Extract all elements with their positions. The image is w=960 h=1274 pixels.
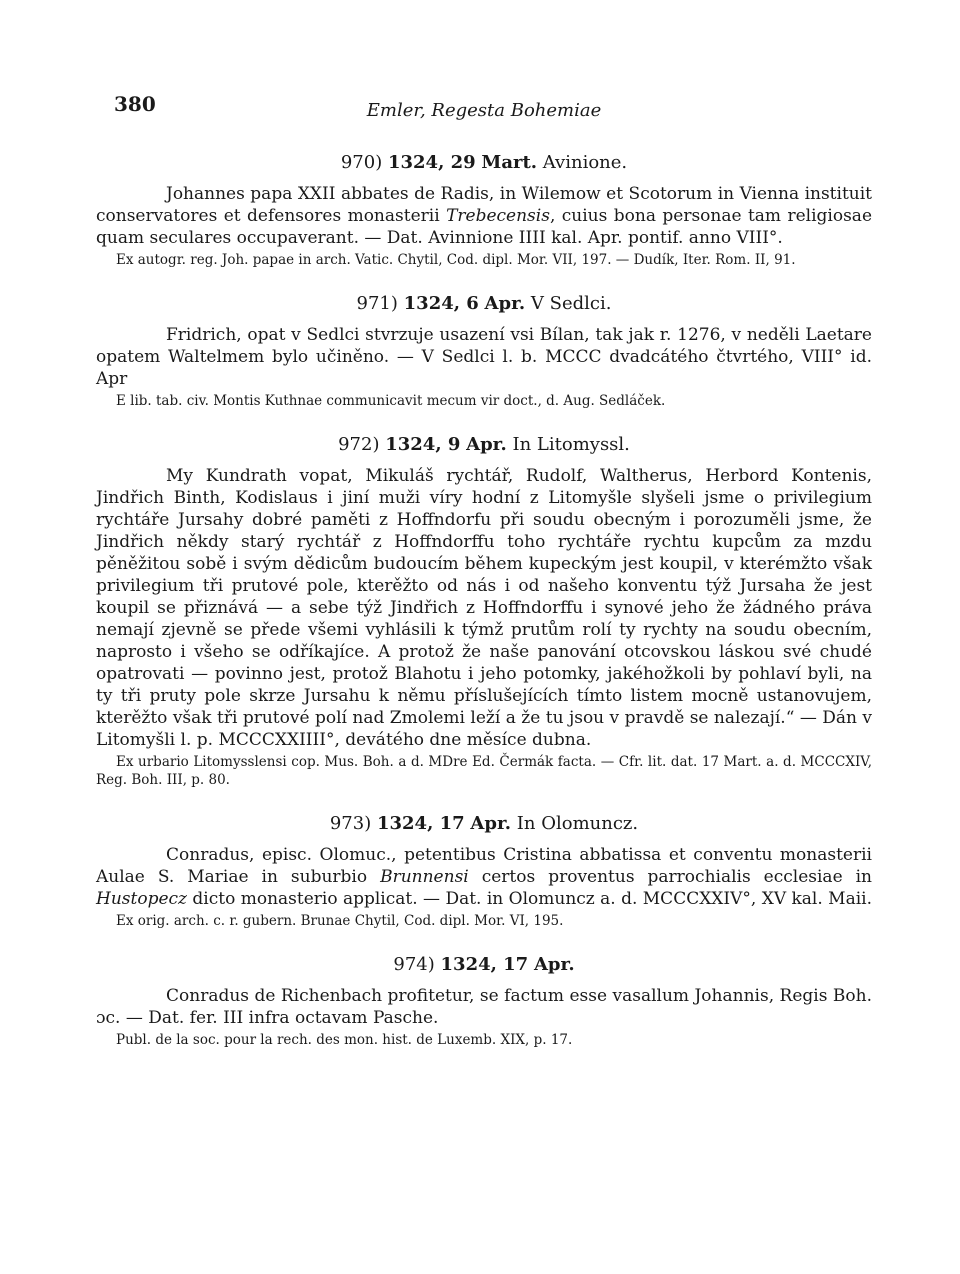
entry-text-part: Johannes papa XXII abbates de Radis, in Wilemow et Scotorum in Vienna instituit conservatores et defensores monasterii [96, 184, 872, 226]
entry-source-note: Ex orig. arch. c. r. gubern. Brunae Chytil, Cod. dipl. Mor. VI, 195. [116, 913, 564, 929]
entry-number: 973) [329, 813, 372, 834]
entry-place: In Litomyssl. [512, 434, 630, 455]
entry-source-note: Publ. de la soc. pour la rech. des mon. hist. de Luxemb. XIX, p. 17. [116, 1032, 573, 1048]
entry-text-part: , cuius bona personae tam religiosae quam seculares occupaverant. — Dat. Avinnione IIII kal. Apr. pontif. anno VIII°. [96, 206, 873, 248]
entry-text [96, 844, 872, 910]
entry-text-italic: Trebecensis [446, 206, 550, 226]
entry-date: 1324, 9 [385, 434, 461, 455]
entry-text-italic: Brunnensi [380, 867, 469, 887]
entry-heading [96, 152, 872, 173]
entry-source-note: E lib. tab. civ. Montis Kuthnae communicavit mecum vir doct., d. Aug. Sedláček. [116, 393, 666, 409]
entry-heading [96, 434, 872, 455]
entry-number: 974) [393, 954, 435, 975]
entry-number: 972) [338, 434, 380, 455]
entry-month: Mart. [481, 152, 538, 173]
regest-entry-970 [96, 152, 872, 269]
entry-source-note: Ex autogr. reg. Joh. papae in arch. Vatic. Chytil, Cod. dipl. Mor. VII, 197. — Dudík, Iter. Rom. II, 91. [116, 252, 796, 268]
entry-place: V Sedlci. [530, 293, 612, 314]
regest-entry-971 [96, 293, 872, 410]
entry-text-part: Conradus, episc. Olomuc., petentibus Cristina abbatissa et conventu monasterii Aulae S. Mariae in suburbio [96, 845, 872, 887]
entry-number: 970) [340, 152, 383, 173]
running-title: Emler, Regesta Bohemiae [366, 100, 602, 121]
entry-date: 1324, 6 [403, 293, 479, 314]
entry-text: Conradus de Richenbach profitetur, se factum esse vasallum Johannis, Regis Boh. ɔc. — Dat. fer. III infra octavam Pasche. [96, 986, 872, 1028]
entry-text: My Kundrath vopat, Mikuláš rychtář, Rudolf, Waltherus, Herbord Kontenis, Jindřich Binth, Kodislaus i jiní muži víry hodní z Litomyšle slyšeli jsme o privilegium rychtáře Jursahy dobré paměti z Hoffndorfu při soudu obecným i porozuměli jsme, že Jindřich někdy starý rychtář z Hoffndorffu toho rychtáře rychtu kupcům za mzdu pěněžitou sobě i svým dědicům budoucím během kupeckým jest koupil, v kterémžto však privilegium tři prutové pole, kterěžto od nás i od našeho konventu týž Jursaha že jest koupil se přiznává — a sebe týž Jindřich z Hoffndorffu i synové jeho že žádného práva nemají zjevně se přede všemi vyhlásili k týmž prutům rolí ty rychty na soudu obecním, naprosto i všeho se odříkajíce. A protož že naše panování otcovskou láskou své chudé opatrovati — povinno jest, protož Blahotu i jeho potomky, jakéhožkoli by pohlaví byli, na ty tři pruty pole skrze Jursahu k němu příslušejících tímto listem mocně ustanovujem, kterěžto však tři prutové polí nad Zmolemi leží a že tu jsou v pravdě se nalezají.“ — Dán v Litomyšli l. p. MCCCXXIIII°, devátého dne měsíce dubna. [96, 466, 872, 750]
entry-place: In Olomuncz. [516, 813, 639, 834]
entry-heading [96, 293, 872, 314]
regest-entry-972 [96, 434, 872, 789]
entry-text: Fridrich, opat v Sedlci stvrzuje usazení vsi Bílan, tak jak r. 1276, v neděli Laetare opatem Waltelmem bylo učiněno. — V Sedlci l. b. MCCC dvadcátého čtvrtého, VIII° id. Apr [96, 325, 872, 389]
entry-heading [96, 813, 872, 834]
page-number: 380 [114, 92, 156, 116]
entry-text-italic: Hustopecz [96, 889, 187, 909]
regest-entry-973 [96, 813, 872, 930]
entry-text-part: dicto monasterio applicat. — Dat. in Olomuncz a. d. MCCCXXIV°, XV kal. Maii. [187, 889, 872, 909]
regest-entry-974 [96, 954, 872, 1049]
entry-month: Apr. [470, 813, 512, 834]
entry-number: 971) [356, 293, 398, 314]
entry-date: 1324, 29 [387, 152, 476, 173]
entry-month: Apr. [466, 434, 507, 455]
entry-date: 1324, 17 [440, 954, 529, 975]
entry-month: Apr. [533, 954, 575, 975]
entry-text [96, 183, 872, 249]
entry-date: 1324, 17 [376, 813, 465, 834]
entry-month: Apr. [484, 293, 526, 314]
entry-text-part: certos proventus parrochialis ecclesiae in [468, 867, 872, 887]
entry-source-note: Ex urbario Litomysslensi cop. Mus. Boh. a d. MDre Ed. Čermák facta. — Cfr. lit. dat. 17 Mart. a. d. MCCCXIV, Reg. Boh. III, p. 80. [96, 754, 872, 788]
page-header [96, 92, 872, 122]
entry-heading [96, 954, 872, 975]
entry-place: Avinione. [542, 152, 628, 173]
